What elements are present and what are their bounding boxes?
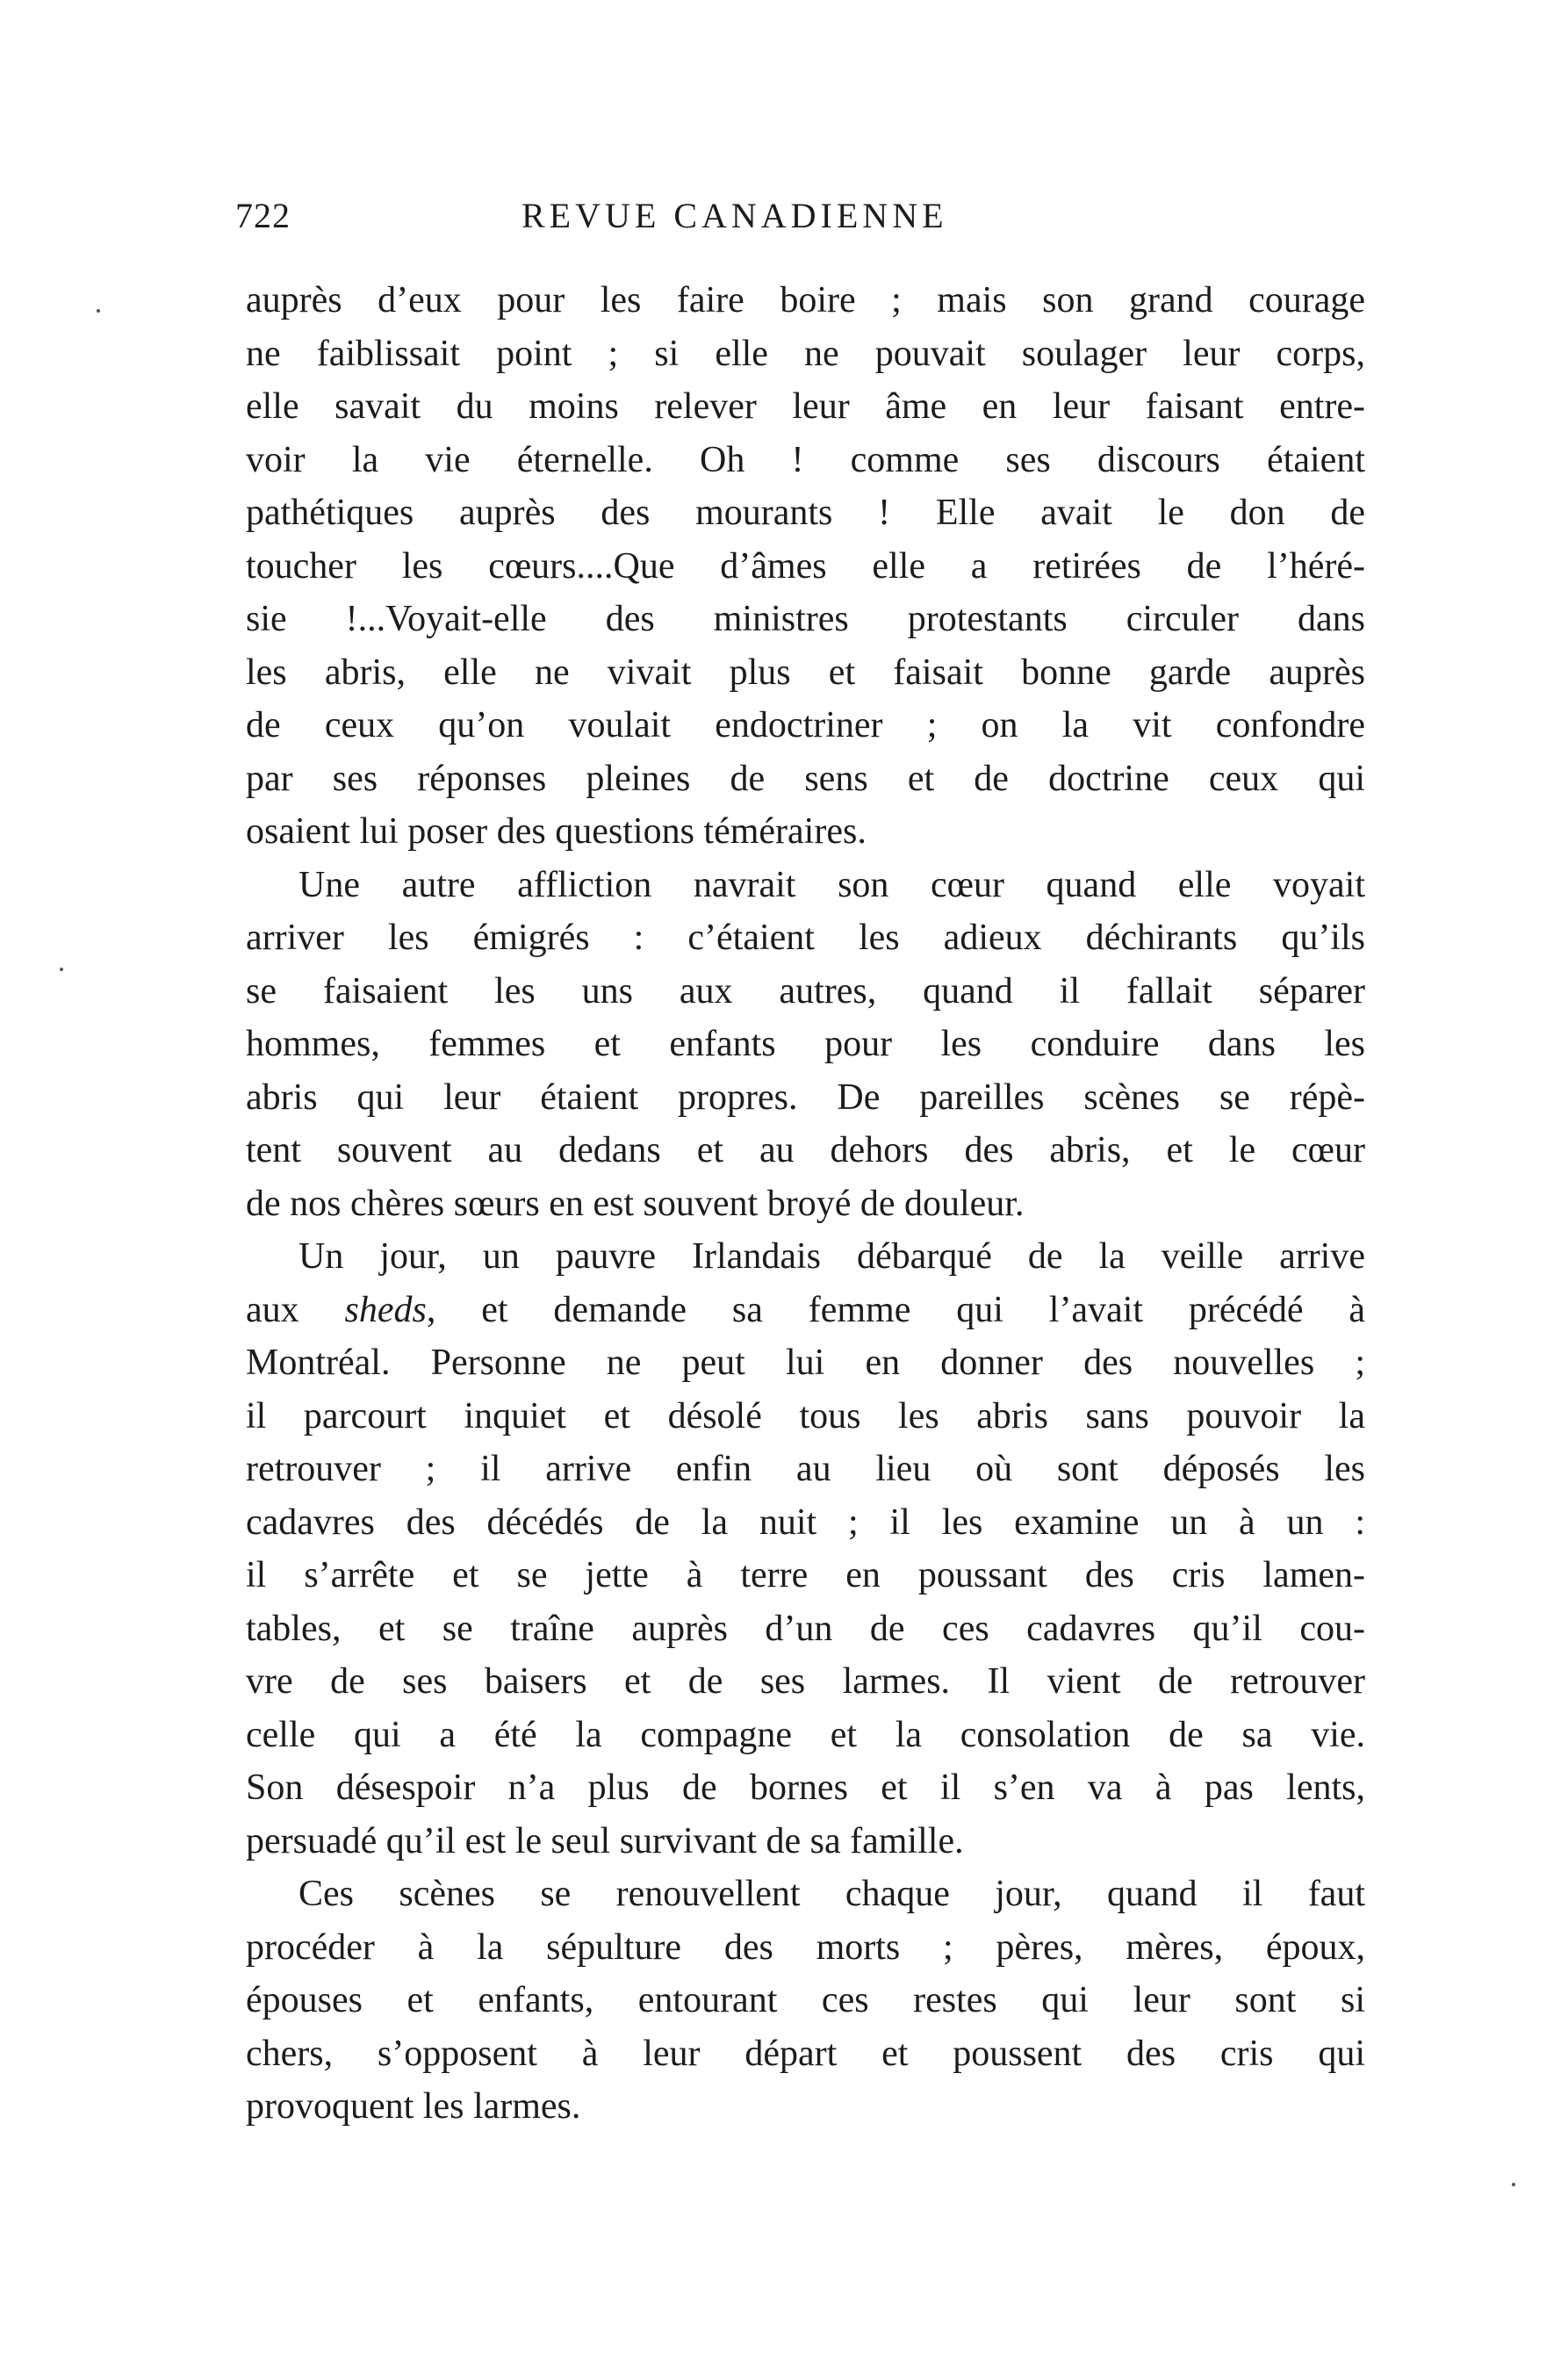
paragraph-2 [246,859,1365,1231]
body-text [246,274,1365,2134]
page-number: 722 [235,196,291,235]
text-line: celle qui a été la compagne et la consolation de sa vie. [246,1714,1365,1755]
text-line: sie !...Voyait-elle des ministres protestants circuler dans [246,599,1365,639]
text-line: abris qui leur étaient propres. De pareilles scènes se répè- [246,1076,1365,1118]
text-line: il parcourt inquiet et désolé tous les abris sans pouvoir la [246,1395,1365,1436]
text-line-with-italic [246,1284,1365,1337]
paragraph-4 [246,1868,1365,2134]
text-line: hommes, femmes et enfants pour les conduire dans les [246,1024,1365,1064]
scan-speck [60,968,63,971]
italic-word: sheds [344,1289,427,1330]
text-line: auprès d’eux pour les faire boire ; mais son grand courage [246,280,1365,320]
text-line: de nos chères sœurs en est souvent broyé de douleur. [246,1183,1025,1224]
text-line: ne faiblissait point ; si elle ne pouvait soulager leur corps, [246,333,1365,374]
paragraph-1 [246,274,1365,859]
text-line: toucher les cœurs....Que d’âmes elle a retirées de l’héré- [246,545,1365,587]
text-line: épouses et enfants, entourant ces restes qui leur sont si [246,1980,1365,2020]
text-line: Montréal. Personne ne peut lui en donner des nouvelles ; [246,1343,1365,1383]
text-line: il s’arrête et se jette à terre en poussant des cris lamen- [246,1555,1365,1595]
text-line: se faisaient les uns aux autres, quand il fallait séparer [246,970,1365,1012]
text-line: osaient lui poser des questions téméraires. [246,811,867,852]
page-header [235,195,1359,248]
text-line: les abris, elle ne vivait plus et faisait bonne garde auprès [246,652,1365,693]
text-line: pathétiques auprès des mourants ! Elle avait le don de [246,493,1365,533]
text-line: tent souvent au dedans et au dehors des abris, et le cœur [246,1130,1365,1170]
text-line: procéder à la sépulture des morts ; pères, mères, époux, [246,1926,1365,1968]
text-line: retrouver ; il arrive enfin au lieu où sont déposés les [246,1449,1365,1489]
text-line: Un jour, un pauvre Irlandais débarqué de la veille arrive [298,1236,1365,1277]
text-line: provoquent les larmes. [246,2086,581,2127]
text-line: cadavres des décédés de la nuit ; il les examine un à un : [246,1501,1365,1543]
scan-speck [97,309,100,313]
text-line: elle savait du moins relever leur âme en leur faisant entre- [246,386,1365,427]
text-line: chers, s’opposent à leur départ et poussent des cris qui [246,2033,1365,2074]
text-line: vre de ses baisers et de ses larmes. Il vient de retrouver [246,1661,1365,1702]
running-title: REVUE CANADIENNE [521,196,948,235]
paragraph-3 [246,1230,1365,1868]
text-line: tables, et se traîne auprès d’un de ces cadavres qu’il cou- [246,1608,1365,1649]
text-line: de ceux qu’on voulait endoctriner ; on la vit confondre [246,705,1365,745]
text-line: Son désespoir n’a plus de bornes et il s’en va à pas lents, [246,1768,1365,1808]
text-line: Ces scènes se renouvellent chaque jour, quand il faut [298,1874,1365,1914]
text-fragment: , et demande sa femme qui l’avait précédé à [426,1289,1365,1330]
text-line: par ses réponses pleines de sens et de doctrine ceux qui [246,758,1365,799]
text-line: arriver les émigrés : c’étaient les adieux déchirants qu’ils [246,918,1365,958]
text-line: persuadé qu’il est le seul survivant de sa famille. [246,1820,964,1861]
text-line: Une autre affliction navrait son cœur quand elle voyait [298,864,1365,905]
text-line: voir la vie éternelle. Oh ! comme ses discours étaient [246,439,1365,480]
text-fragment: aux [246,1289,299,1330]
scan-speck [1512,2183,1515,2186]
